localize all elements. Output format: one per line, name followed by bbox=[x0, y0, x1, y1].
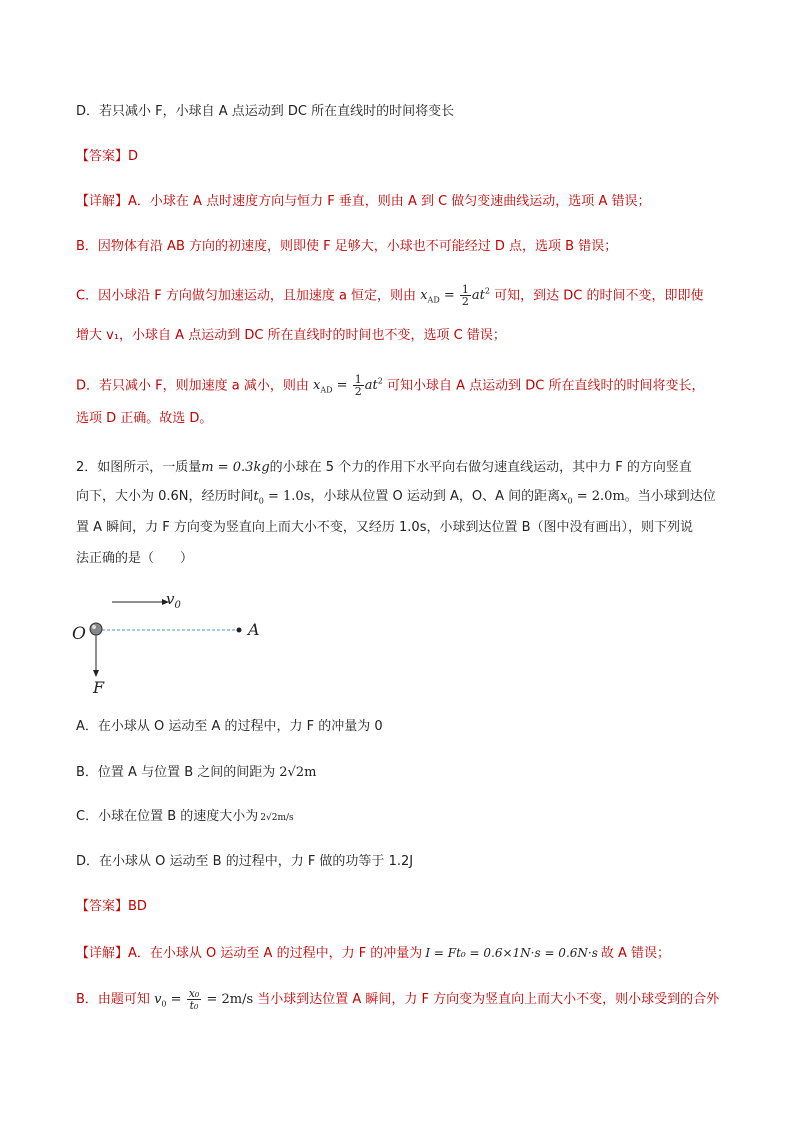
q2-line-4: 法正确的是（ ） bbox=[76, 551, 194, 566]
option-a: A．在小球从 O 运动至 A 的过程中，力 F 的冲量为 0 bbox=[76, 719, 383, 734]
v0-formula: $v_0$ = $\frac{\text{x₀}}{\text{t₀}}$ = 2m/s bbox=[154, 987, 254, 1012]
option-c: C．小球在位置 B 的速度大小为 2√2m/s bbox=[76, 809, 294, 824]
detail-line-3 bbox=[76, 283, 704, 310]
explain-line-2: B．由题可知 $v_0$ = $\frac{\text{x₀}}{\text{t₀}}$ = 2m/s 当小球到达位置 A 瞬间，力 F 方向变为竖直向上而大小不变，则小球受到的合外 bbox=[76, 987, 720, 1012]
mass-value: m = 0.3kg bbox=[201, 460, 270, 475]
detail-5-pre: D．若只减小 F，则加速度 a 减小，则由 bbox=[76, 378, 309, 394]
detail-3-post: 可知，到达 DC 的时间不变，即即使 bbox=[494, 288, 704, 304]
detail-line-1 bbox=[76, 193, 650, 211]
answer-1 bbox=[76, 148, 138, 166]
answer-value: D bbox=[128, 149, 139, 164]
label-v0: $v_0$ bbox=[166, 590, 181, 611]
impulse-formula: I = Ft₀ = 0.6×1N·s = 0.6N·s bbox=[425, 946, 598, 960]
label-F: F bbox=[93, 678, 105, 697]
detail-line-2: B．因物体有沿 AB 方向的初速度，则即使 F 足够大，小球也不可能经过 D 点，选项 B 错误； bbox=[76, 239, 618, 254]
detail-line-6: 选项 D 正确。故选 D。 bbox=[76, 411, 213, 426]
label-O: O bbox=[72, 624, 86, 644]
motion-figure bbox=[70, 590, 280, 700]
detail-text: A．小球在 A 点时速度方向与恒力 F 垂直，则由 A 到 C 做匀变速曲线运动，选项 A 错误； bbox=[128, 194, 651, 209]
distance-value: $x_0 = 2.0m$ bbox=[560, 489, 625, 506]
detail-line-4: 增大 v₁，小球自 A 点运动到 DC 所在直线时的时间也不变，选项 C 错误； bbox=[76, 328, 506, 343]
answer-tag: 【答案】 bbox=[76, 149, 129, 164]
answer-2: 【答案】BD bbox=[76, 899, 147, 914]
option-d: D．在小球从 O 运动至 B 的过程中，力 F 做的功等于 1.2J bbox=[76, 854, 414, 869]
b-speed: 2√2m/s bbox=[260, 813, 294, 823]
detail-5-post: 可知小球自 A 点运动到 DC 所在直线时的时间将变长， bbox=[386, 378, 705, 394]
q2-line-1: 2．如图所示，一质量m = 0.3kg的小球在 5 个力的作用下水平向右做匀速直线运动，其中力 F 的方向竖直 bbox=[76, 460, 692, 475]
detail-tag: 【详解】 bbox=[76, 194, 129, 209]
point-a bbox=[237, 628, 242, 633]
detail-3-pre: C．因小球沿 F 方向做匀加速运动，且加速度 a 恒定，则由 bbox=[76, 288, 417, 304]
option-b: B．位置 A 与位置 B 之间的间距为 2√2m bbox=[76, 765, 317, 780]
ab-distance: 2√2m bbox=[279, 765, 317, 780]
q2-line-2: 向下，大小为 0.6N，经历时间$t_0 = 1.0s$，小球从位置 O 运动到 A，O、A 间的距离$x_0 = 2.0m$。当小球到达位 bbox=[76, 489, 716, 506]
option-d-text: D．若只减小 F，小球自 A 点运动到 DC 所在直线时的时间将变长 bbox=[76, 104, 455, 119]
time-value: $t_0 = 1.0s$ bbox=[253, 489, 311, 506]
q2-line-3: 置 A 瞬间，力 F 方向变为竖直向上而大小不变，又经历 1.0s，小球到达位置 B（图中没有画出），则下列说 bbox=[76, 520, 694, 535]
label-A: A bbox=[248, 620, 260, 639]
ball bbox=[90, 623, 102, 635]
detail-line-5 bbox=[76, 373, 704, 400]
formula-xad-2: $x_{AD}$ = $\frac{1}{2}$ $at^2$ bbox=[313, 373, 383, 399]
formula-xad: $x_{AD}$ = $\frac{1}{2}$ $at^2$ bbox=[420, 283, 490, 309]
explain-line-1: 【详解】A．在小球从 O 运动至 A 的过程中，力 F 的冲量为 I = Ft₀ = 0.6×1N·s = 0.6N·s 故 A 错误； bbox=[76, 946, 671, 961]
